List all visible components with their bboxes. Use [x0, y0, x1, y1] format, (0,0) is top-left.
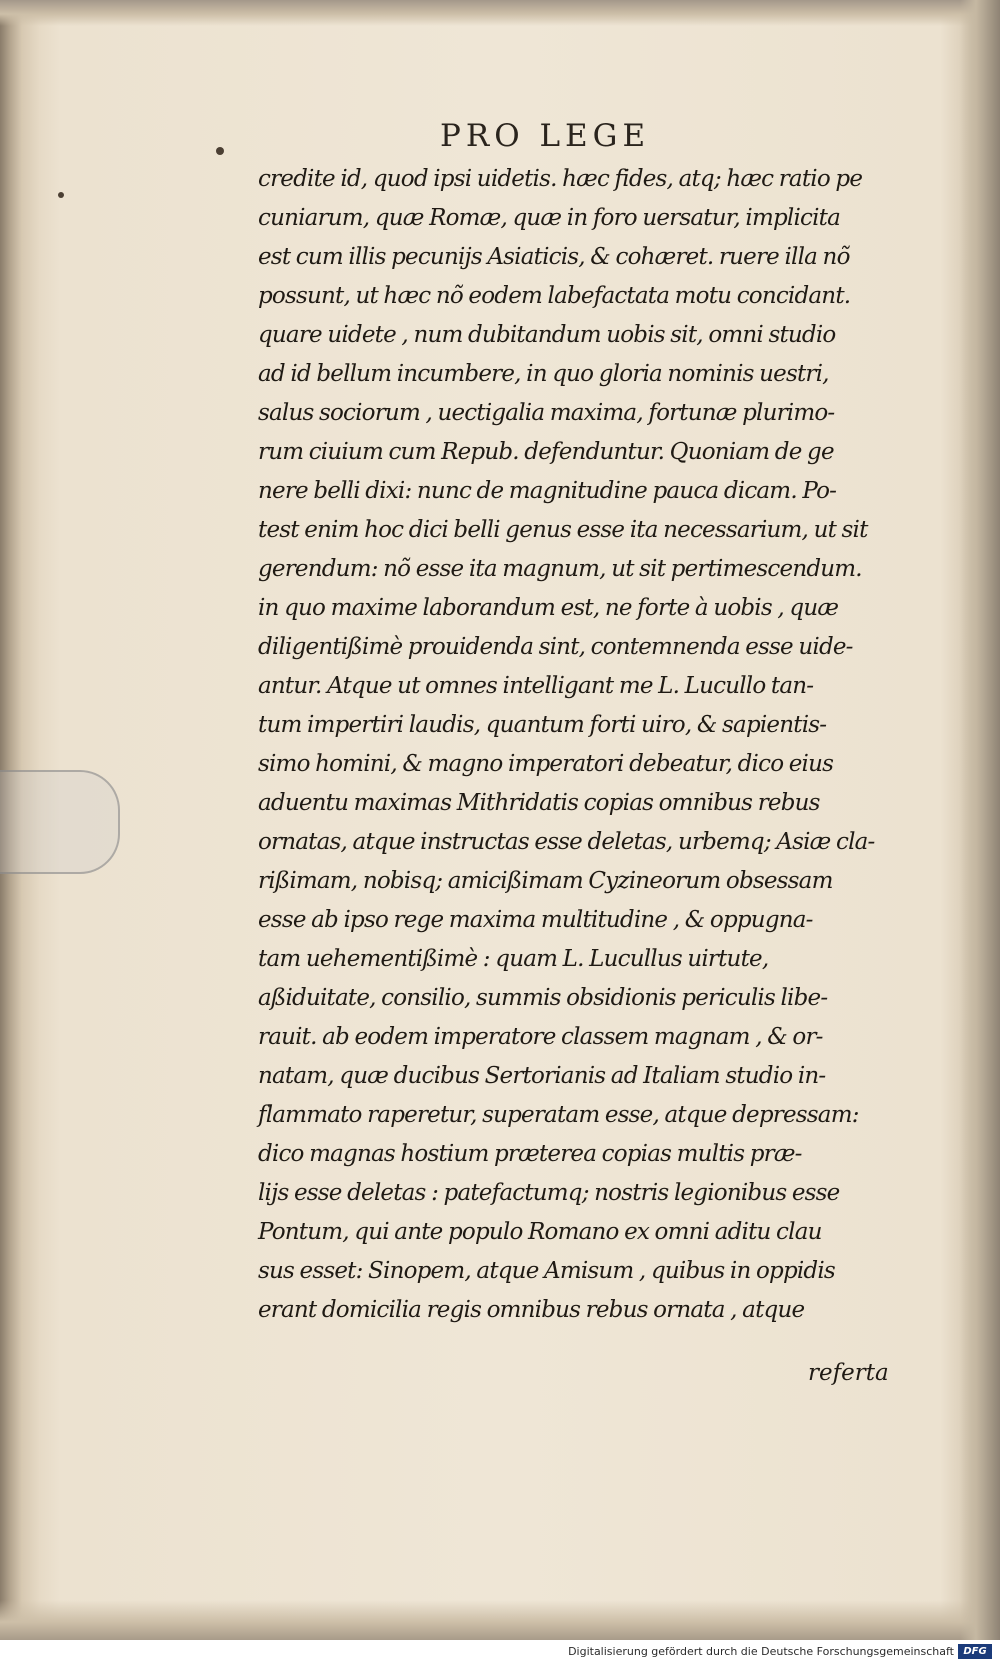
text-line: erant domicilia regis omnibus rebus ornata , atque — [258, 1297, 805, 1323]
text-line: antur. Atque ut omnes intelligant me L. Lucullo tan- — [258, 673, 814, 699]
page-clip — [0, 770, 120, 874]
text-line: natam, quæ ducibus Sertorianis ad Italiam studio in- — [258, 1063, 826, 1089]
text-line: possunt, ut hæc nõ eodem labefactata motu concidant. — [258, 283, 851, 309]
text-line: dico magnas hostium præterea copias multis præ- — [258, 1141, 802, 1167]
ink-spot — [58, 192, 64, 198]
text-line: Pontum, qui ante populo Romano ex omni aditu clau — [258, 1219, 822, 1245]
footer-bar — [0, 1640, 1000, 1665]
ink-spot — [216, 147, 224, 155]
text-line: credite id, quod ipsi uidetis. hæc fides, atq; hæc ratio pe — [258, 166, 863, 192]
text-line: test enim hoc dici belli genus esse ita necessarium, ut sit — [258, 517, 868, 543]
dfg-logo: DFG — [958, 1644, 992, 1659]
catchword: referta — [808, 1360, 889, 1386]
text-line: ad id bellum incumbere, in quo gloria nominis uestri, — [258, 361, 829, 387]
text-line: in quo maxime laborandum est, ne forte à uobis , quæ — [258, 595, 839, 621]
text-line: esse ab ipso rege maxima multitudine , & oppugna- — [258, 907, 813, 933]
body-text — [258, 160, 938, 1330]
text-line: salus sociorum , uectigalia maxima, fortunæ plurimo- — [258, 400, 835, 426]
page-top-edge — [0, 0, 1000, 26]
text-line: flammato raperetur, superatam esse, atque depressam: — [258, 1102, 859, 1128]
text-line: nere belli dixi: nunc de magnitudine pauca dicam. Po- — [258, 478, 837, 504]
text-line: quare uidete , num dubitandum uobis sit, omni studio — [258, 322, 836, 348]
book-spine-shadow — [960, 0, 1000, 1640]
text-line: rum ciuium cum Repub. defenduntur. Quoniam de ge — [258, 439, 834, 465]
text-line: lijs esse deletas : patefactumq; nostris legionibus esse — [258, 1180, 840, 1206]
page-bottom-edge — [0, 1600, 1000, 1640]
text-line: gerendum: nõ esse ita magnum, ut sit pertimescendum. — [258, 556, 862, 582]
text-line: sus esset: Sinopem, atque Amisum , quibus in oppidis — [258, 1258, 835, 1284]
text-line: tam uehementißimè : quam L. Lucullus uirtute, — [258, 946, 769, 972]
text-line: simo homini, & magno imperatori debeatur, dico eius — [258, 751, 834, 777]
text-line: aßiduitate, consilio, summis obsidionis periculis libe- — [258, 985, 828, 1011]
text-line: rauit. ab eodem imperatore classem magnam , & or- — [258, 1024, 823, 1050]
text-line: ornatas, atque instructas esse deletas, urbemq; Asiæ cla- — [258, 829, 875, 855]
text-line: est cum illis pecunijs Asiaticis, & cohæret. ruere illa nõ — [258, 244, 850, 270]
running-head: PRO LEGE — [440, 118, 651, 154]
digitization-credit: Digitalisierung gefördert durch die Deutsche Forschungsgemeinschaft — [568, 1645, 954, 1658]
text-line: rißimam, nobisq; amicißimam Cyzineorum obsessam — [258, 868, 833, 894]
text-line: diligentißimè prouidenda sint, contemnenda esse uide- — [258, 634, 853, 660]
text-line: aduentu maximas Mithridatis copias omnibus rebus — [258, 790, 820, 816]
text-line: cuniarum, quæ Romæ, quæ in foro uersatur, implicita — [258, 205, 841, 231]
text-line: tum impertiri laudis, quantum forti uiro, & sapientis- — [258, 712, 827, 738]
